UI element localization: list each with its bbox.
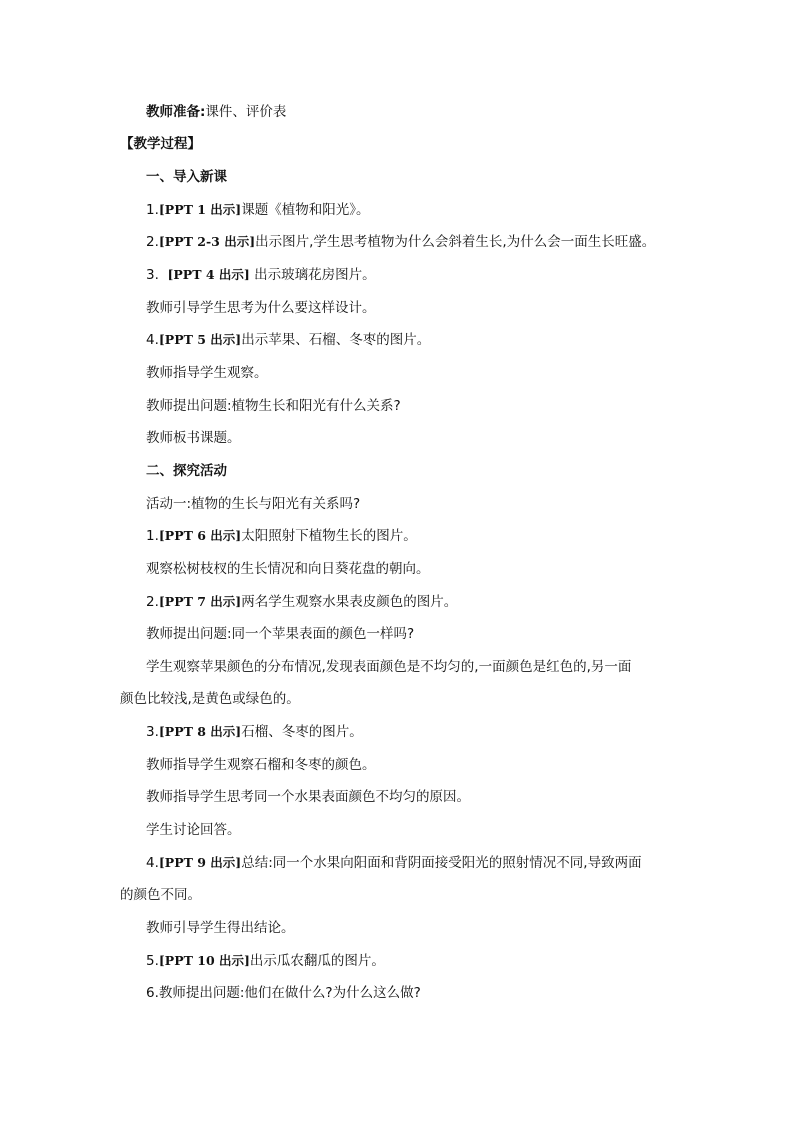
paragraph: 6.教师提出问题:他们在做什么?为什么这么做? [146, 985, 421, 1001]
paragraph [146, 722, 363, 742]
heading-inquiry: 二、探究活动 [146, 463, 227, 479]
paragraph: 教师引导学生思考为什么要这样设计。 [146, 300, 376, 316]
paragraph [146, 951, 385, 971]
paragraph-line [146, 853, 642, 873]
teacher-preparation [146, 102, 286, 122]
item-text: 总结:同一个水果向阳面和背阴面接受阳光的照射情况不同,导致两面 [241, 855, 642, 871]
item-text: 石榴、冬枣的图片。 [241, 724, 363, 740]
item-number: 2. [146, 594, 159, 610]
ppt-tag: [PPT 7 出示] [158, 594, 242, 609]
item-text: 课题《植物和阳光》。 [241, 202, 370, 218]
paragraph [146, 232, 655, 252]
item-text: 出示图片,学生思考植物为什么会斜着生长,为什么会一面生长旺盛。 [255, 234, 656, 250]
paragraph: 教师板书课题。 [146, 430, 241, 446]
item-number: 4. [146, 332, 159, 348]
item-number: 2. [146, 234, 159, 250]
ppt-tag: [PPT 1 出示] [158, 202, 242, 217]
paragraph [146, 526, 417, 546]
item-number: 5. [146, 953, 159, 969]
item-number: 4. [146, 855, 159, 871]
section-title: 【教学过程】 [120, 136, 201, 152]
item-number: 3. [146, 267, 159, 283]
paragraph: 教师指导学生思考同一个水果表面颜色不均匀的原因。 [146, 789, 470, 805]
paragraph [146, 265, 376, 285]
ppt-tag: [PPT 5 出示] [158, 332, 242, 347]
paragraph: 教师引导学生得出结论。 [146, 920, 295, 936]
paragraph [146, 592, 457, 612]
ppt-tag: [PPT 10 出示] [158, 953, 250, 968]
paragraph: 教师指导学生观察。 [146, 365, 268, 381]
paragraph: 观察松树枝杈的生长情况和向日葵花盘的朝向。 [146, 561, 430, 577]
paragraph: 教师指导学生观察石榴和冬枣的颜色。 [146, 757, 376, 773]
item-text: 两名学生观察水果表皮颜色的图片。 [241, 594, 458, 610]
prep-label: 教师准备: [146, 104, 206, 120]
item-text: 出示苹果、石榴、冬枣的图片。 [241, 332, 431, 348]
prep-text: 课件、评价表 [205, 104, 287, 120]
paragraph-line: 颜色比较浅,是黄色或绿色的。 [120, 691, 300, 707]
paragraph: 教师提出问题:同一个苹果表面的颜色一样吗? [146, 626, 415, 642]
ppt-tag: [PPT 8 出示] [158, 724, 242, 739]
paragraph-line: 的颜色不同。 [120, 887, 201, 903]
ppt-tag: [PPT 2-3 出示] [158, 234, 256, 249]
paragraph [146, 200, 369, 220]
paragraph [146, 330, 430, 350]
ppt-tag: [PPT 4 出示] [167, 267, 250, 282]
heading-intro: 一、导入新课 [146, 169, 227, 185]
item-number: 1. [146, 528, 159, 544]
paragraph: 教师提出问题:植物生长和阳光有什么关系? [146, 398, 401, 414]
item-text: 出示瓜农翻瓜的图片。 [249, 953, 385, 969]
ppt-tag: [PPT 6 出示] [158, 528, 242, 543]
item-number: 1. [146, 202, 159, 218]
item-number: 3. [146, 724, 159, 740]
paragraph: 学生讨论回答。 [146, 822, 241, 838]
paragraph-line: 学生观察苹果颜色的分布情况,发现表面颜色是不均匀的,一面颜色是红色的,另一面 [146, 659, 632, 675]
ppt-tag: [PPT 9 出示] [158, 855, 242, 870]
item-text: 太阳照射下植物生长的图片。 [241, 528, 417, 544]
item-text: 出示玻璃花房图片。 [254, 267, 376, 283]
paragraph: 活动一:植物的生长与阳光有关系吗? [146, 496, 361, 512]
